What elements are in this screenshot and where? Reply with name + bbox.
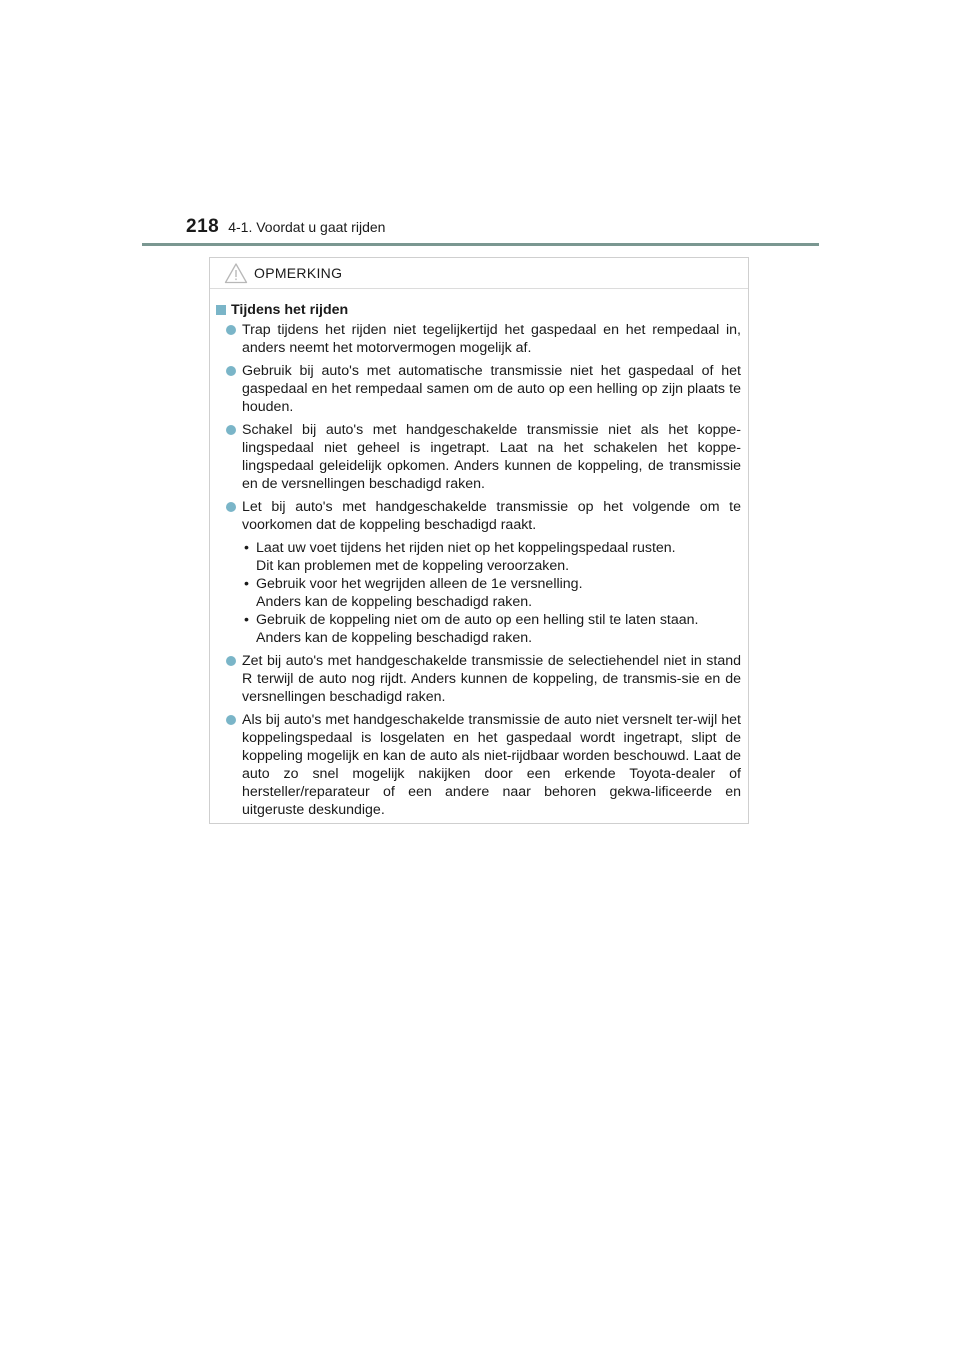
sub-list-item-line: Dit kan problemen met de koppeling veroorzaken.: [256, 558, 570, 574]
square-bullet-icon: [216, 305, 226, 315]
circle-bullet-icon: [226, 425, 236, 435]
circle-bullet-icon: [226, 325, 236, 335]
sub-bullet: •: [244, 612, 249, 628]
header-divider: [142, 243, 819, 246]
list-item-text: Let bij auto's met handgeschakelde transmissie op het volgende om te voorkomen dat de koppeling beschadigd raakt.: [242, 499, 741, 533]
sub-list-item-line: Anders kan de koppeling beschadigd raken.: [256, 594, 533, 610]
subheading: [216, 301, 741, 319]
sub-list-item: [242, 539, 741, 575]
sub-list-item: [242, 575, 741, 611]
list-item-text: Als bij auto's met handgeschakelde transmissie de auto niet versnelt ter-wijl het koppelingspedaal is losgelaten en het gaspedaal wordt ingetrapt, slipt de koppeling mogelijk en kan de auto als niet-rijdbaar worden beschouwd. Laat de auto zo snel mogelijk nakijken door een erkende Toyota-dealer of hersteller/reparateur of een andere naar behoren gekwa-lificeerde en uitgeruste deskundige.: [242, 712, 741, 818]
list-item: [216, 498, 741, 647]
page-number: 218: [186, 216, 220, 237]
circle-bullet-icon: [226, 656, 236, 666]
sub-list-item-line: Laat uw voet tijdens het rijden niet op het koppelingspedaal rusten.: [256, 540, 676, 556]
list-item: [216, 321, 741, 357]
sub-bullet: •: [244, 540, 249, 556]
page-header: [186, 216, 385, 242]
circle-bullet-icon: [226, 715, 236, 725]
notice-title: OPMERKING: [254, 265, 343, 281]
sub-list-item: [242, 611, 741, 647]
list-item: [216, 711, 741, 819]
notice-body: [210, 289, 748, 819]
sub-list-item-line: Gebruik voor het wegrijden alleen de 1e versnelling.: [256, 576, 583, 592]
list-item-text: Gebruik bij auto's met automatische transmissie niet het gaspedaal of het gaspedaal en het rempedaal samen om de auto op een helling op zijn plaats te houden.: [242, 363, 741, 415]
list-item-text: Zet bij auto's met handgeschakelde transmissie de selectiehendel niet in stand R terwijl de auto nog rijdt. Anders kunnen de koppeling, de transmis-sie en de versnellingen beschadigd raken.: [242, 653, 741, 705]
notice-header: [210, 258, 748, 289]
list-item: [216, 421, 741, 493]
circle-bullet-icon: [226, 366, 236, 376]
sub-list-item-line: Gebruik de koppeling niet om de auto op een helling stil te laten staan.: [256, 612, 699, 628]
sub-bullet: •: [244, 576, 249, 592]
list-item: [216, 362, 741, 416]
notice-box: [209, 257, 749, 824]
subheading-text: Tijdens het rijden: [231, 302, 349, 318]
list-item-text: Trap tijdens het rijden niet tegelijkertijd het gaspedaal en het rempedaal in, anders neemt het motorvermogen mogelijk af.: [242, 322, 741, 356]
sub-list: [242, 539, 741, 647]
warning-triangle-icon: [224, 262, 248, 284]
list-item: [216, 652, 741, 706]
section-title: 4-1. Voordat u gaat rijden: [228, 219, 386, 235]
list-item-text: Schakel bij auto's met handgeschakelde transmissie niet als het koppe-lingspedaal niet geheel is ingetrapt. Laat na het schakelen het koppe-lingspedaal geleidelijk opkomen. Anders kunnen de koppeling, de transmissie en de versnellingen beschadigd raken.: [242, 422, 741, 492]
circle-bullet-icon: [226, 502, 236, 512]
sub-list-item-line: Anders kan de koppeling beschadigd raken.: [256, 630, 533, 646]
